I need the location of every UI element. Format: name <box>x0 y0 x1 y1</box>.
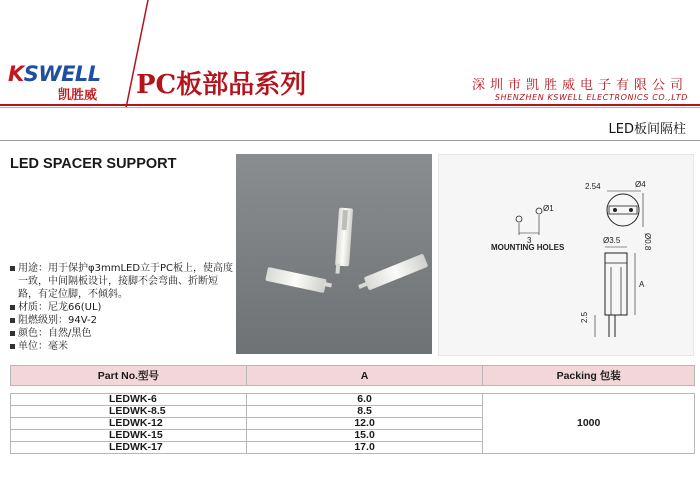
header-part-no: Part No.型号 <box>11 366 247 386</box>
bullet-icon <box>10 266 15 271</box>
packing-cell: 1000 <box>483 394 695 454</box>
dimension-drawing <box>439 155 695 357</box>
table-row: LEDWK-12 12.0 <box>11 418 695 430</box>
spec-item-flammability: 阻燃级别：94V-2 <box>10 314 234 327</box>
company-name-english: SHENZHEN KSWELL ELECTRONICS CO.,LTD <box>494 93 688 102</box>
dim-3-label: 3 <box>527 236 532 245</box>
table-row: LEDWK-6 6.0 1000 <box>11 394 695 406</box>
dim-a-label: A <box>639 280 645 289</box>
subtitle-divider <box>0 140 700 141</box>
header-divider <box>0 104 700 106</box>
company-logo <box>8 62 120 102</box>
spec-item-usage: 用途：用于保护φ3mmLED立于PC板上，使高度一致，中间隔板设计，接脚不会弯曲、折断短路，有定位脚，不倾斜。 <box>10 262 234 301</box>
dim-phi1-label: Ø1 <box>543 204 554 213</box>
bullet-icon <box>10 331 15 336</box>
company-name-chinese: 深圳市凯胜威电子有限公司 <box>471 78 688 93</box>
spec-item-color: 颜色：自然/黑色 <box>10 327 234 340</box>
product-photo <box>236 154 432 354</box>
product-title: LED SPACER SUPPORT <box>10 156 177 172</box>
table-header-row <box>11 366 695 386</box>
spec-item-unit: 单位：毫米 <box>10 340 234 353</box>
header-divider-thin <box>0 107 700 108</box>
dim-phi35-label: Ø3.5 <box>603 236 621 245</box>
dim-25-label: 2.5 <box>580 311 589 323</box>
spec-item-material: 材质：尼龙66(UL) <box>10 301 234 314</box>
logo-chinese: 凯胜威 <box>58 88 98 103</box>
bullet-icon <box>10 305 15 310</box>
parts-table <box>10 365 695 454</box>
series-title: PC板部品系列 <box>136 70 307 100</box>
header-packing: Packing 包装 <box>483 366 695 386</box>
technical-drawing <box>438 154 694 356</box>
logo-wordmark: KSWELL <box>8 62 101 86</box>
category-subtitle: LED板间隔柱 <box>608 122 686 137</box>
spec-list <box>10 262 234 353</box>
bullet-icon <box>10 344 15 349</box>
bullet-icon <box>10 318 15 323</box>
dim-phi4-label: Ø4 <box>635 180 646 189</box>
spacer-photo-illustration <box>236 154 432 354</box>
dim-254-label: 2.54 <box>585 182 601 191</box>
dim-08-label: Ø0.8 <box>643 233 652 251</box>
mounting-holes-label: MOUNTING HOLES <box>491 243 565 252</box>
table-row: LEDWK-17 17.0 <box>11 442 695 454</box>
table-row: LEDWK-8.5 8.5 <box>11 406 695 418</box>
header-a: A <box>246 366 483 386</box>
table-row: LEDWK-15 15.0 <box>11 430 695 442</box>
